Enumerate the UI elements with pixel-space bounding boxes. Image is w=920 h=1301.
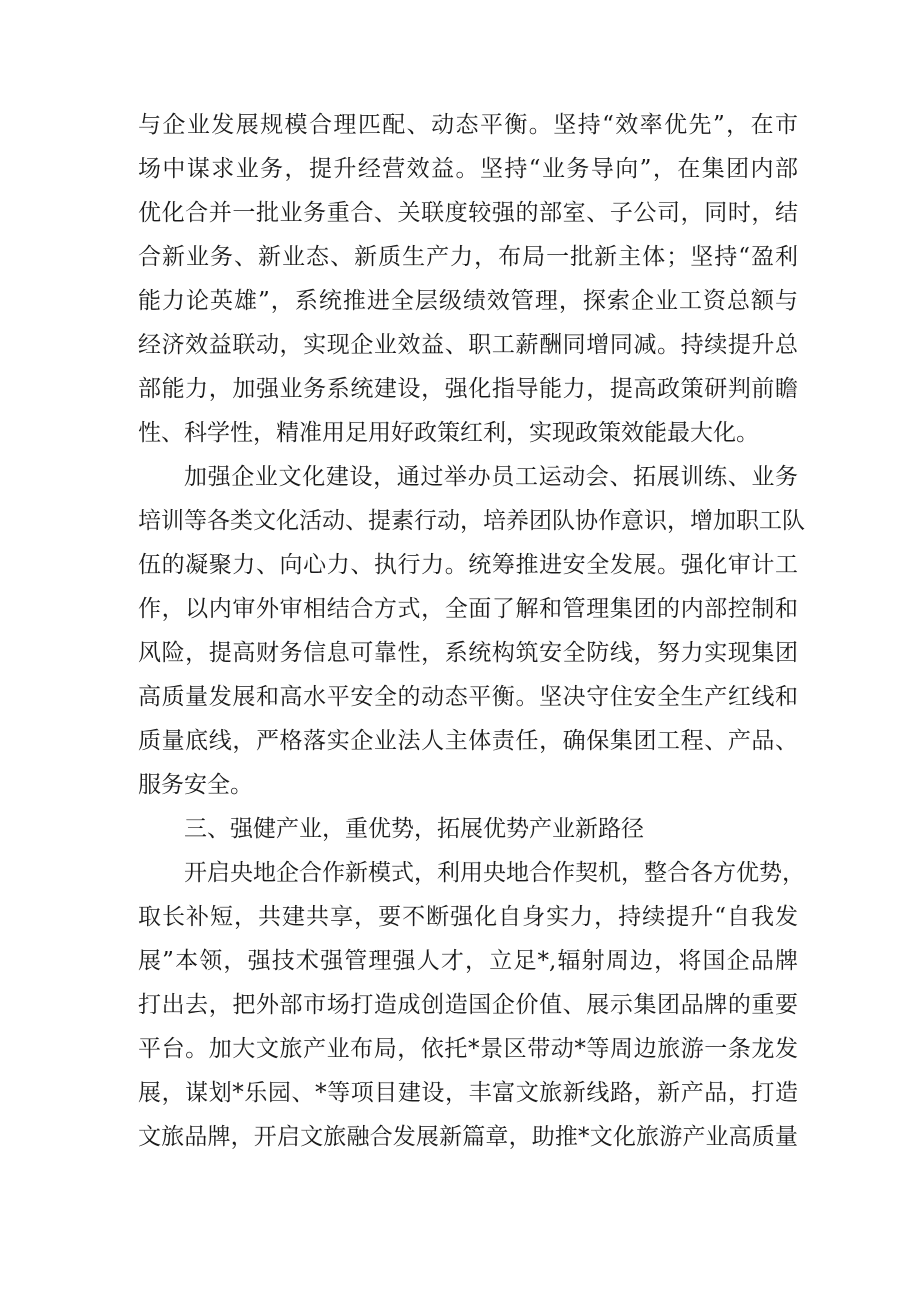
text-line: 风险，提高财务信息可靠性，系统构筑安全防线，努力实现集团 — [138, 640, 798, 666]
text-line: 培训等各类文化活动、提素行动，培养团队协作意识，增加职工队 — [138, 508, 805, 534]
text-line: 展，谋划*乐园、*等项目建设，丰富文旅新线路，新产品，打造 — [138, 1080, 798, 1106]
text-line: 开启央地企合作新模式，利用央地合作契机，整合各方优势， — [184, 860, 805, 886]
text-line: 加强企业文化建设，通过举办员工运动会、拓展训练、业务 — [184, 464, 798, 490]
text-line: 高质量发展和高水平安全的动态平衡。坚决守住安全生产红线和 — [138, 684, 798, 710]
text-line: 伍的凝聚力、向心力、执行力。统筹推进安全发展。强化审计工 — [138, 552, 798, 578]
text-line: 质量底线，严格落实企业法人主体责任，确保集团工程、产品、 — [138, 728, 798, 754]
text-line: 取长补短，共建共享，要不断强化自身实力，持续提升“自我发 — [138, 904, 798, 930]
text-line: 能力论英雄”，系统推进全层级绩效管理，探索企业工资总额与 — [138, 288, 798, 314]
text-line: 部能力，加强业务系统建设，强化指导能力，提高政策研判前瞻 — [138, 376, 798, 402]
text-line: 优化合并一批业务重合、关联度较强的部室、子公司，同时，结 — [138, 200, 798, 226]
text-line: 文旅品牌，开启文旅融合发展新篇章，助推*文化旅游产业高质量 — [138, 1124, 798, 1150]
text-line: 与企业发展规模合理匹配、动态平衡。坚持“效率优先”，在市 — [138, 112, 798, 138]
text-line: 三、强健产业，重优势，拓展优势产业新路径 — [184, 816, 644, 842]
text-line: 性、科学性，精准用足用好政策红利，实现政策效能最大化。 — [138, 420, 759, 446]
text-line: 场中谋求业务，提升经营效益。坚持“业务导向”，在集团内部 — [138, 156, 798, 182]
text-line: 作，以内审外审相结合方式，全面了解和管理集团的内部控制和 — [138, 596, 798, 622]
text-line: 经济效益联动，实现企业效益、职工薪酬同增同减。持续提升总 — [138, 332, 798, 358]
text-line: 打出去，把外部市场打造成创造国企价值、展示集团品牌的重要 — [138, 992, 798, 1018]
text-line: 服务安全。 — [138, 772, 253, 798]
text-line: 展”本领，强技术强管理强人才，立足*,辐射周边，将国企品牌 — [138, 948, 798, 974]
text-line: 平台。加大文旅产业布局，依托*景区带动*等周边旅游一条龙发 — [138, 1036, 798, 1062]
document-body — [138, 103, 805, 1159]
text-line: 合新业务、新业态、新质生产力，布局一批新主体；坚持“盈利 — [138, 244, 798, 270]
